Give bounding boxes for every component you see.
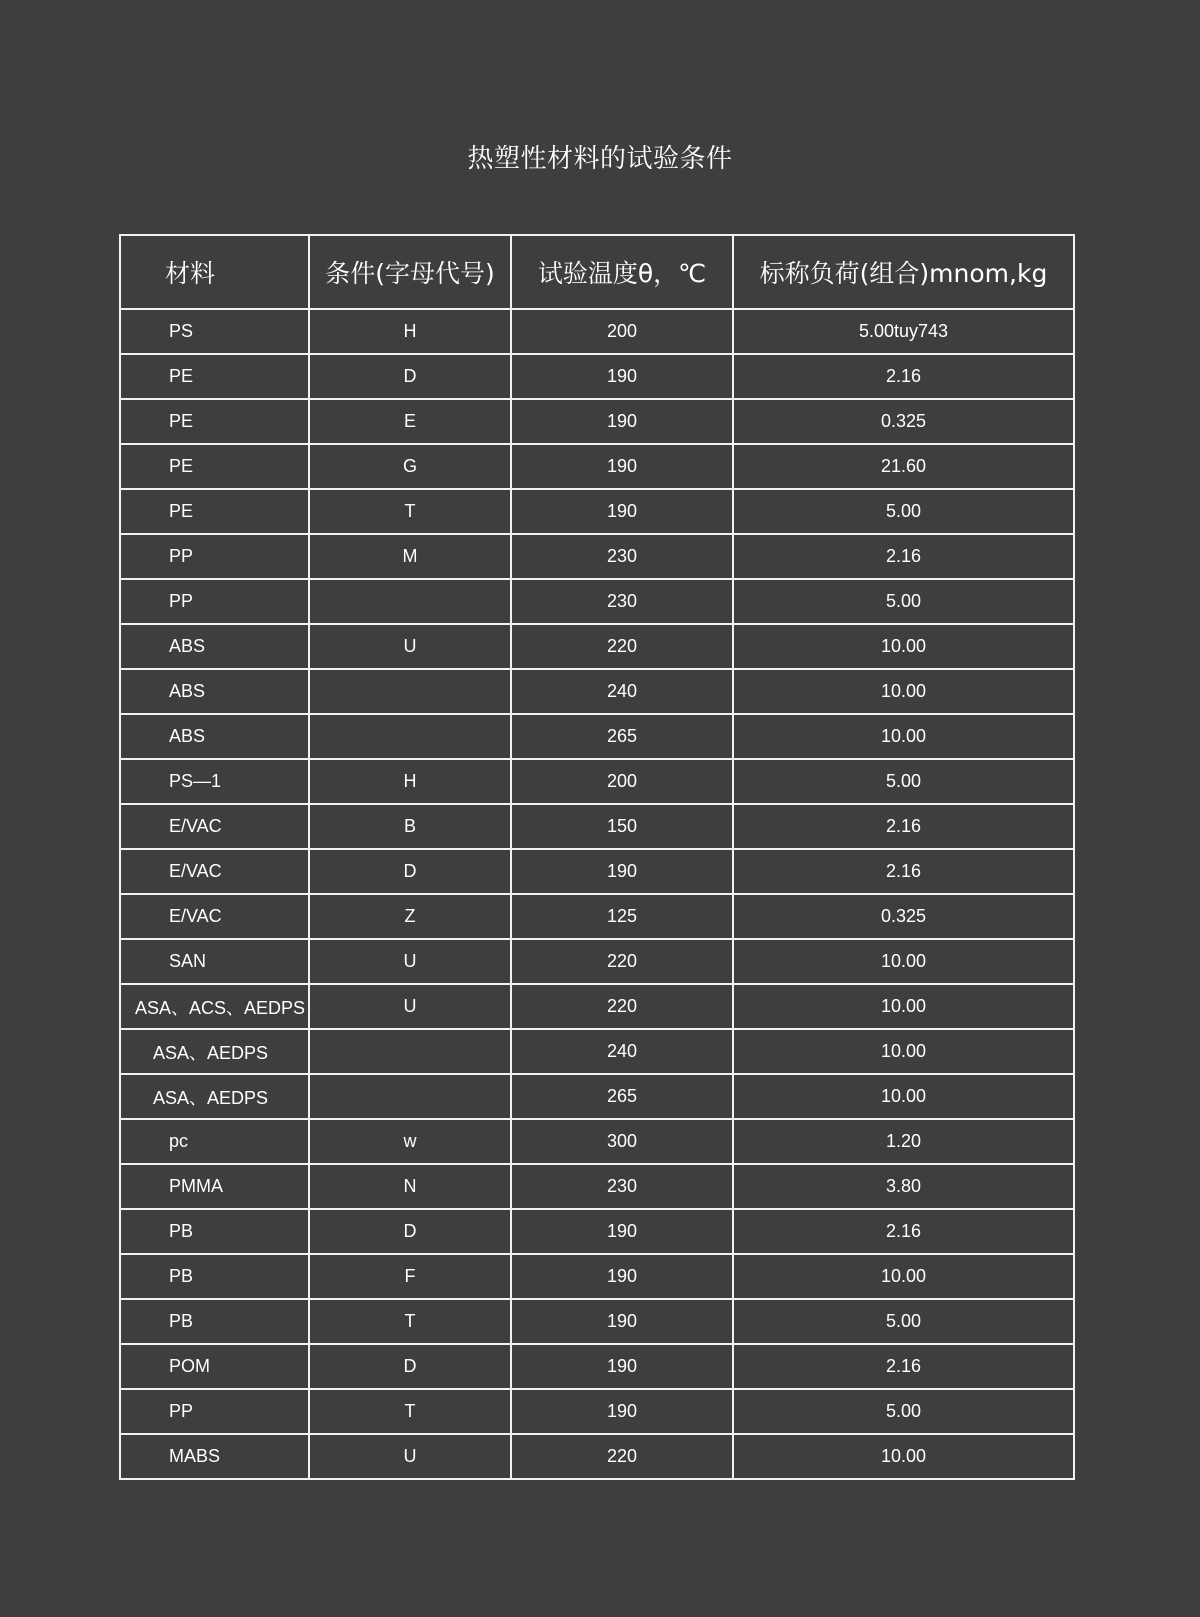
cell-load: 10.00 <box>733 1254 1074 1299</box>
cell-condition: B <box>309 804 511 849</box>
cell-temperature: 190 <box>511 1389 733 1434</box>
cell-temperature: 190 <box>511 1254 733 1299</box>
cell-temperature: 200 <box>511 759 733 804</box>
cell-temperature: 230 <box>511 1164 733 1209</box>
cell-condition: H <box>309 759 511 804</box>
cell-load: 10.00 <box>733 1434 1074 1479</box>
cell-load: 5.00 <box>733 579 1074 624</box>
cell-condition: H <box>309 309 511 354</box>
cell-condition <box>309 1029 511 1074</box>
cell-condition: Z <box>309 894 511 939</box>
cell-temperature: 230 <box>511 534 733 579</box>
table-row <box>120 444 1074 489</box>
cell-material: ASA、AEDPS <box>120 1074 309 1119</box>
table-row <box>120 669 1074 714</box>
table-row <box>120 1434 1074 1479</box>
cell-temperature: 220 <box>511 939 733 984</box>
cell-temperature: 240 <box>511 669 733 714</box>
cell-temperature: 190 <box>511 399 733 444</box>
table-row <box>120 1254 1074 1299</box>
table-row <box>120 1119 1074 1164</box>
table-row <box>120 939 1074 984</box>
cell-load: 0.325 <box>733 399 1074 444</box>
cell-load: 5.00tuy743 <box>733 309 1074 354</box>
cell-load: 2.16 <box>733 849 1074 894</box>
cell-condition <box>309 669 511 714</box>
cell-temperature: 190 <box>511 1299 733 1344</box>
cell-material: ASA、ACS、AEDPS <box>120 984 309 1029</box>
table-row <box>120 1164 1074 1209</box>
cell-load: 5.00 <box>733 1299 1074 1344</box>
cell-load: 2.16 <box>733 804 1074 849</box>
table-row <box>120 804 1074 849</box>
cell-temperature: 190 <box>511 849 733 894</box>
header-temperature: 试验温度θ，℃ <box>511 235 733 309</box>
table-row <box>120 624 1074 669</box>
cell-material: ABS <box>120 624 309 669</box>
cell-condition <box>309 579 511 624</box>
page-title: 热塑性材料的试验条件 <box>467 144 733 174</box>
cell-material: PS—1 <box>120 759 309 804</box>
table-row <box>120 1209 1074 1254</box>
table-header-row <box>120 235 1074 309</box>
cell-material: PP <box>120 1389 309 1434</box>
table-row <box>120 714 1074 759</box>
cell-load: 21.60 <box>733 444 1074 489</box>
cell-condition: U <box>309 624 511 669</box>
table-row <box>120 984 1074 1029</box>
cell-material: PB <box>120 1209 309 1254</box>
cell-condition: T <box>309 489 511 534</box>
cell-condition: U <box>309 1434 511 1479</box>
header-condition: 条件(字母代号) <box>309 235 511 309</box>
cell-temperature: 190 <box>511 1344 733 1389</box>
cell-temperature: 190 <box>511 489 733 534</box>
cell-material: MABS <box>120 1434 309 1479</box>
cell-temperature: 190 <box>511 354 733 399</box>
cell-condition: E <box>309 399 511 444</box>
cell-material: PB <box>120 1299 309 1344</box>
cell-temperature: 300 <box>511 1119 733 1164</box>
cell-temperature: 200 <box>511 309 733 354</box>
table-row <box>120 489 1074 534</box>
header-load: 标称负荷(组合)mnom,kg <box>733 235 1074 309</box>
cell-material: PB <box>120 1254 309 1299</box>
cell-material: E/VAC <box>120 849 309 894</box>
cell-load: 3.80 <box>733 1164 1074 1209</box>
cell-temperature: 190 <box>511 444 733 489</box>
table-row <box>120 534 1074 579</box>
cell-condition: G <box>309 444 511 489</box>
cell-load: 10.00 <box>733 939 1074 984</box>
cell-load: 10.00 <box>733 984 1074 1029</box>
cell-material: PE <box>120 354 309 399</box>
cell-material: PE <box>120 444 309 489</box>
cell-material: POM <box>120 1344 309 1389</box>
cell-material: E/VAC <box>120 894 309 939</box>
cell-temperature: 230 <box>511 579 733 624</box>
cell-load: 2.16 <box>733 1209 1074 1254</box>
cell-material: PE <box>120 399 309 444</box>
table-row <box>120 399 1074 444</box>
cell-temperature: 190 <box>511 1209 733 1254</box>
cell-material: PP <box>120 579 309 624</box>
cell-condition: F <box>309 1254 511 1299</box>
cell-material: PE <box>120 489 309 534</box>
cell-condition: w <box>309 1119 511 1164</box>
cell-material: PP <box>120 534 309 579</box>
cell-temperature: 220 <box>511 624 733 669</box>
table-row <box>120 894 1074 939</box>
cell-condition <box>309 1074 511 1119</box>
cell-material: ASA、AEDPS <box>120 1029 309 1074</box>
table-row <box>120 1074 1074 1119</box>
cell-load: 5.00 <box>733 759 1074 804</box>
table-row <box>120 579 1074 624</box>
cell-temperature: 265 <box>511 714 733 759</box>
cell-condition: T <box>309 1299 511 1344</box>
table-row <box>120 849 1074 894</box>
cell-material: SAN <box>120 939 309 984</box>
table-row <box>120 354 1074 399</box>
cell-load: 2.16 <box>733 534 1074 579</box>
cell-condition: N <box>309 1164 511 1209</box>
cell-temperature: 240 <box>511 1029 733 1074</box>
cell-load: 1.20 <box>733 1119 1074 1164</box>
table-row <box>120 1344 1074 1389</box>
cell-condition: D <box>309 1344 511 1389</box>
cell-condition: U <box>309 984 511 1029</box>
cell-temperature: 220 <box>511 984 733 1029</box>
table-row <box>120 759 1074 804</box>
table-row <box>120 1029 1074 1074</box>
cell-temperature: 220 <box>511 1434 733 1479</box>
cell-condition: D <box>309 1209 511 1254</box>
cell-condition: M <box>309 534 511 579</box>
test-conditions-table <box>119 234 1075 1480</box>
cell-temperature: 125 <box>511 894 733 939</box>
cell-material: ABS <box>120 669 309 714</box>
table-row <box>120 1389 1074 1434</box>
cell-material: PMMA <box>120 1164 309 1209</box>
header-material: 材料 <box>120 235 309 309</box>
cell-material: pc <box>120 1119 309 1164</box>
cell-temperature: 150 <box>511 804 733 849</box>
cell-condition: U <box>309 939 511 984</box>
cell-load: 10.00 <box>733 714 1074 759</box>
cell-load: 10.00 <box>733 669 1074 714</box>
cell-condition: D <box>309 354 511 399</box>
table-body <box>120 309 1074 1479</box>
cell-temperature: 265 <box>511 1074 733 1119</box>
cell-material: E/VAC <box>120 804 309 849</box>
cell-load: 10.00 <box>733 1029 1074 1074</box>
cell-material: ABS <box>120 714 309 759</box>
table-row <box>120 309 1074 354</box>
cell-load: 10.00 <box>733 624 1074 669</box>
table-row <box>120 1299 1074 1344</box>
cell-load: 5.00 <box>733 1389 1074 1434</box>
cell-condition <box>309 714 511 759</box>
cell-load: 2.16 <box>733 1344 1074 1389</box>
cell-load: 2.16 <box>733 354 1074 399</box>
cell-load: 0.325 <box>733 894 1074 939</box>
cell-condition: D <box>309 849 511 894</box>
cell-load: 5.00 <box>733 489 1074 534</box>
cell-material: PS <box>120 309 309 354</box>
cell-load: 10.00 <box>733 1074 1074 1119</box>
cell-condition: T <box>309 1389 511 1434</box>
